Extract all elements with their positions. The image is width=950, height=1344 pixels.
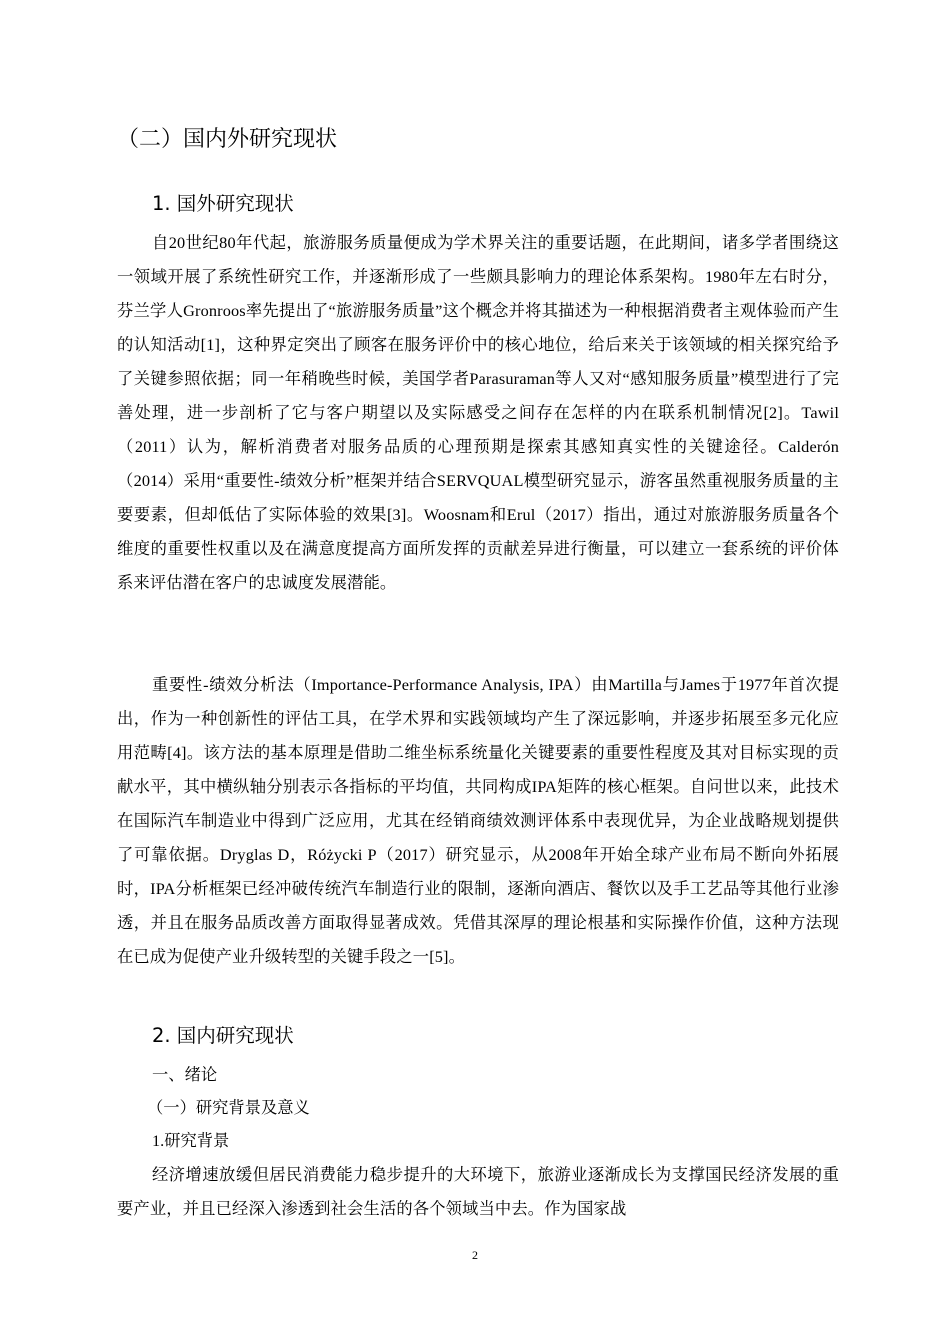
subsection-heading-foreign: 1. 国外研究现状	[152, 192, 294, 215]
paragraph-foreign-research: 自20世纪80年代起，旅游服务质量便成为学术界关注的重要话题，在此期间，诸多学者围绕这一领域开展了系统性研究工作，并逐渐形成了一些颇具影响力的理论体系架构。1980年左右时分，芬兰学人Gronroos率先提出了“旅游服务质量”这个概念并将其描述为一种根据消费者主观体验而产生的认知活动[1]，这种界定突出了顾客在服务评价中的核心地位，给后来关于该领域的相关探究给予了关键参照依据；同一年稍晚些时候，美国学者Parasuraman等人又对“感知服务质量”模型进行了完善处理，进一步剖析了它与客户期望以及实际感受之间存在怎样的内在联系机制情况[2]。Tawil（2011）认为，解析消费者对服务品质的心理预期是探索其感知真实性的关键途径。Calderón（2014）采用“重要性-绩效分析”框架并结合SERVQUAL模型研究显示，游客虽然重视服务质量的主要要素，但却低估了实际体验的效果[3]。Woosnam和Erul（2017）指出，通过对旅游服务质量各个维度的重要性权重以及在满意度提高方面所发挥的贡献差异进行衡量，可以建立一套系统的评价体系来评估潜在客户的忠诚度发展潜能。	[117, 233, 839, 592]
subsection-heading-domestic: 2. 国内研究现状	[152, 1024, 294, 1047]
page-number: 2	[472, 1248, 478, 1262]
section-heading: （二）国内外研究现状	[117, 127, 338, 152]
paragraph-ipa-method: 重要性-绩效分析法（Importance-Performance Analysis, IPA）由Martilla与James于1977年首次提出，作为一种创新性的评估工具，在学术界和实践领域均产生了深远影响，并逐步拓展至多元化应用范畴[4]。该方法的基本原理是借助二维坐标系统量化关键要素的重要性程度及其对目标实现的贡献水平，其中横纵轴分别表示各指标的平均值，共同构成IPA矩阵的核心框架。自问世以来，此技术在国际汽车制造业中得到广泛应用，尤其在经销商绩效测评体系中表现优异，为企业战略规划提供了可靠依据。Dryglas D，Różycki P（2017）研究显示，从2008年开始全球产业布局不断向外拓展时，IPA分析框架已经冲破传统汽车制造行业的限制，逐渐向酒店、餐饮以及手工艺品等其他行业渗透，并且在服务品质改善方面取得显著成效。凭借其深厚的理论根基和实际操作价值，这种方法现在已成为促使产业升级转型的关键手段之一[5]。	[117, 675, 839, 966]
section-heading-background: （一）研究背景及意义	[147, 1098, 310, 1117]
chapter-heading-introduction: 一、绪论	[152, 1065, 218, 1084]
subsection-heading-background: 1.研究背景	[152, 1131, 230, 1150]
paragraph-background: 经济增速放缓但居民消费能力稳步提升的大环境下，旅游业逐渐成长为支撑国民经济发展的重要产业，并且已经深入渗透到社会生活的各个领域当中去。作为国家战	[117, 1165, 839, 1218]
